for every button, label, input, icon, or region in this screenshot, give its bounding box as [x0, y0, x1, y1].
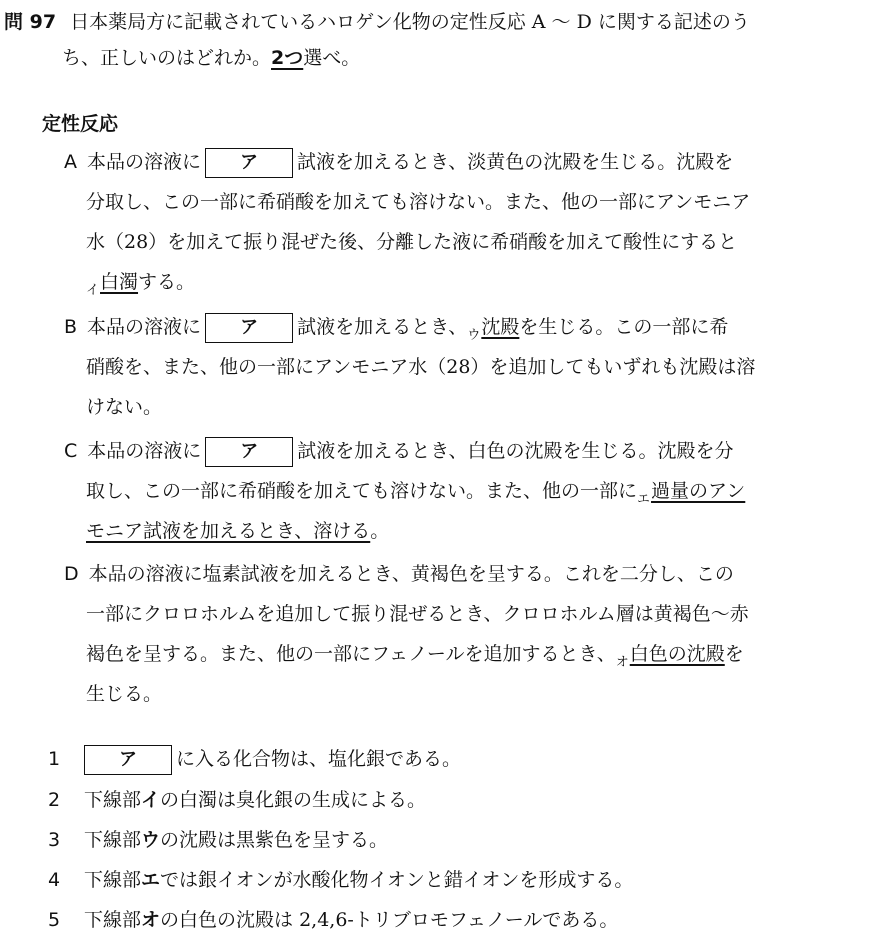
option-number: 3	[48, 829, 61, 851]
mark-u: ウ	[467, 328, 481, 343]
underline-e-cont: モニア試液を加えるとき、溶ける	[86, 520, 371, 542]
option-text: 下線部	[84, 909, 142, 931]
section-heading: 定性反応	[42, 113, 119, 135]
option-number: 4	[48, 869, 61, 891]
question-text: 日本薬局方に記載されているハロゲン化物の定性反応 A ～ D に関する記述のう	[70, 11, 750, 33]
blank-box-b: ア	[205, 313, 293, 343]
reaction-b-text: を生じる。この一部に希	[519, 316, 729, 338]
question-text-2b: 選べ。	[303, 47, 361, 69]
reaction-d-line-2: 一部にクロロホルムを追加して振り混ぜるとき、クロロホルム層は黄褐色～赤	[86, 603, 749, 625]
reaction-a-text: する。	[138, 271, 196, 293]
option-text: 下線部	[84, 789, 142, 811]
reaction-d-line-4: 生じる。	[86, 683, 163, 705]
reaction-a-line-3: 水（28）を加えて振り混ぜた後、分離した液に希硝酸を加えて酸性にすると	[86, 231, 738, 253]
underline-e: 過量のアン	[651, 480, 746, 502]
option-text: の沈殿は黒紫色を呈する。	[160, 829, 389, 851]
mark-e: エ	[637, 492, 651, 507]
option-2	[48, 786, 426, 814]
reaction-a-letter: A	[64, 151, 77, 173]
option-text: では銀イオンが水酸化物イオンと錯イオンを形成する。	[160, 869, 634, 891]
reaction-d-text: 褐色を呈する。また、他の一部にフェノールを追加するとき、	[86, 643, 616, 665]
reaction-c-text: 取し、この一部に希硝酸を加えても溶けない。また、他の一部に	[86, 480, 638, 502]
question-line-2	[62, 44, 360, 72]
option-keyword: オ	[141, 909, 161, 931]
reaction-a-line-4	[86, 268, 195, 299]
option-3	[48, 826, 388, 854]
option-number: 5	[48, 909, 61, 931]
question-number: 問 97	[4, 11, 57, 33]
reaction-b-letter: B	[64, 316, 78, 338]
reaction-a-text: 本品の溶液に	[87, 151, 202, 173]
question-line-1	[4, 8, 750, 36]
option-number: 2	[48, 789, 61, 811]
option-5	[48, 906, 618, 934]
reaction-b-line-1	[64, 313, 728, 344]
reaction-d-text: を	[724, 643, 744, 665]
mark-i: イ	[86, 283, 100, 298]
option-keyword: エ	[141, 869, 161, 891]
option-number: 1	[48, 748, 61, 770]
underline-i: 白濁	[100, 271, 139, 293]
reaction-c-text: 本品の溶液に	[87, 440, 202, 462]
option-text: 下線部	[84, 869, 142, 891]
reaction-b-text: 本品の溶液に	[87, 316, 202, 338]
reaction-b-line-2: 硝酸を、また、他の一部にアンモニア水（28）を追加してもいずれも沈殿は溶	[86, 356, 756, 378]
reaction-d-line-1	[64, 560, 734, 588]
option-keyword: イ	[141, 789, 161, 811]
reaction-a-text: 試液を加えるとき、淡黄色の沈殿を生じる。沈殿を	[297, 151, 734, 173]
option-text: 下線部	[84, 829, 142, 851]
reaction-c-text: 試液を加えるとき、白色の沈殿を生じる。沈殿を分	[297, 440, 734, 462]
reaction-c-line-1	[64, 437, 734, 467]
option-keyword: ウ	[141, 829, 161, 851]
underline-u: 沈殿	[481, 316, 520, 338]
option-text: の白色の沈殿は 2,4,6-トリブロモフェノールである。	[160, 909, 619, 931]
mark-o: オ	[615, 655, 629, 670]
option-4	[48, 866, 633, 894]
reaction-a-line-1	[64, 148, 733, 178]
reaction-c-letter: C	[64, 440, 78, 462]
reaction-d-letter: D	[64, 563, 79, 585]
blank-box-a: ア	[205, 148, 293, 178]
option-text: の白濁は臭化銀の生成による。	[160, 789, 427, 811]
blank-box-c: ア	[205, 437, 293, 467]
blank-box-option: ア	[84, 745, 172, 775]
reaction-c-line-2	[86, 477, 745, 508]
option-1	[48, 745, 461, 775]
reaction-d-line-3	[86, 640, 744, 671]
reaction-b-text: 試液を加えるとき、	[297, 316, 468, 338]
reaction-a-line-2: 分取し、この一部に希硝酸を加えても溶けない。また、他の一部にアンモニア	[86, 191, 751, 213]
option-text: に入る化合物は、塩化銀である。	[176, 748, 462, 770]
reaction-b-line-3: けない。	[86, 396, 163, 418]
question-text-2a: ち、正しいのはどれか。	[62, 47, 272, 69]
reaction-c-line-3: モニア試液を加えるとき、溶ける。	[86, 520, 390, 542]
answer-count: 2つ	[271, 47, 304, 69]
underline-o: 白色の沈殿	[629, 643, 725, 665]
reaction-d-text: 本品の溶液に塩素試液を加えるとき、黄褐色を呈する。これを二分し、この	[88, 563, 734, 585]
